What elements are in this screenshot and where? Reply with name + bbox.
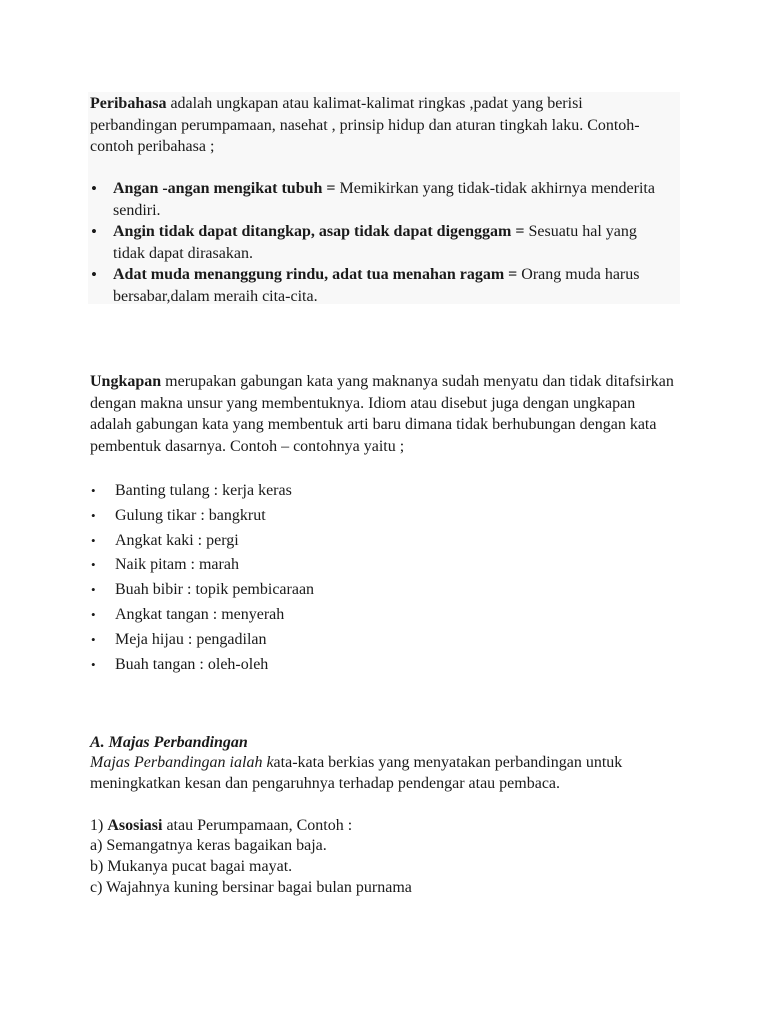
bullet-icon: • <box>91 222 97 241</box>
item-term: Asosiasi <box>107 817 163 834</box>
bullet-icon: • <box>91 557 96 573</box>
list-item <box>90 554 314 579</box>
majas-item-asosiasi <box>90 815 352 836</box>
peribahasa-phrase: Adat muda menanggung rindu, adat tua menahan ragam = <box>113 266 518 283</box>
bullet-icon: • <box>91 532 96 548</box>
ungkapan-example: Buah bibir : topik pembicaraan <box>115 581 315 599</box>
peribahasa-meaning: Memikirkan yang tidak-tidak akhirnya menderita sendiri. <box>113 180 655 219</box>
majas-example: b) Mukanya pucat bagai mayat. <box>90 858 293 875</box>
list-item <box>90 178 661 221</box>
list-item <box>90 604 314 629</box>
peribahasa-meaning: Sesuatu hal yang tidak dapat dirasakan. <box>113 223 637 262</box>
list-item <box>90 579 314 604</box>
ungkapan-example: Angkat kaki : pergi <box>115 531 239 549</box>
majas-example: c) Wajahnya kuning bersinar bagai bulan purnama <box>90 879 412 896</box>
list-item <box>90 530 314 555</box>
ungkapan-example: Buah tangan : oleh-oleh <box>115 655 269 673</box>
majas-example: a) Semangatnya keras bagaikan baja. <box>90 837 327 854</box>
ungkapan-example: Gulung tikar : bangkrut <box>115 506 266 524</box>
bullet-icon: • <box>91 606 96 622</box>
bullet-icon: • <box>91 631 96 647</box>
bullet-icon: • <box>91 483 96 498</box>
bullet-icon: • <box>91 582 96 598</box>
peribahasa-definition-text: adalah ungkapan atau kalimat-kalimat ringkas ,padat yang berisi perbandingan perumpamaan, nasehat , prinsip hidup dan aturan tingkah laku. Contoh-contoh peribahasa ; <box>90 95 640 155</box>
ungkapan-example-list <box>90 480 314 678</box>
ungkapan-example: Banting tulang : kerja keras <box>115 482 292 499</box>
item-text: atau Perumpamaan, Contoh : <box>166 817 353 834</box>
ungkapan-example: Naik pitam : marah <box>115 556 239 574</box>
ungkapan-example: Meja hijau : pengadilan <box>115 630 267 648</box>
bullet-icon: • <box>91 507 96 523</box>
bullet-icon: • <box>91 656 96 672</box>
ungkapan-definition <box>90 371 675 457</box>
peribahasa-term: Peribahasa <box>90 95 167 112</box>
peribahasa-example-list <box>90 178 680 307</box>
list-item <box>90 505 314 530</box>
bullet-icon: • <box>91 265 97 284</box>
bullet-icon: • <box>91 179 97 198</box>
peribahasa-phrase: Angin tidak dapat ditangkap, asap tidak dapat digenggam = <box>113 223 525 240</box>
ungkapan-term: Ungkapan <box>90 373 162 390</box>
peribahasa-definition <box>90 93 650 158</box>
list-item <box>90 480 314 505</box>
list-item <box>90 221 661 264</box>
majas-intro <box>90 752 690 794</box>
list-item <box>90 654 314 679</box>
majas-heading-text: A. Majas Perbandingan <box>90 734 248 751</box>
list-item <box>90 264 661 307</box>
majas-intro-text: ata-kata berkias yang menyatakan perbandingan untuk meningkatkan kesan dan pengaruhnya terhadap pendengar atau pembaca. <box>90 754 623 792</box>
item-number: 1) <box>90 817 104 834</box>
majas-intro-italic: Majas Perbandingan ialah k <box>90 754 274 771</box>
majas-heading <box>90 732 248 753</box>
ungkapan-example: Angkat tangan : menyerah <box>115 605 285 623</box>
peribahasa-meaning: Orang muda harus bersabar,dalam meraih cita-cita. <box>113 266 640 305</box>
ungkapan-definition-text: merupakan gabungan kata yang maknanya sudah menyatu dan tidak ditafsirkan dengan makna unsur yang membentuknya. Idiom atau disebut juga dengan ungkapan adalah gabungan kata yang membentuk arti baru dimana tidak berhubungan dengan kata pembentuk dasarnya. Contoh – contohnya yaitu ; <box>90 373 674 455</box>
peribahasa-phrase: Angan -angan mengikat tubuh = <box>113 180 336 197</box>
list-item <box>90 629 314 654</box>
